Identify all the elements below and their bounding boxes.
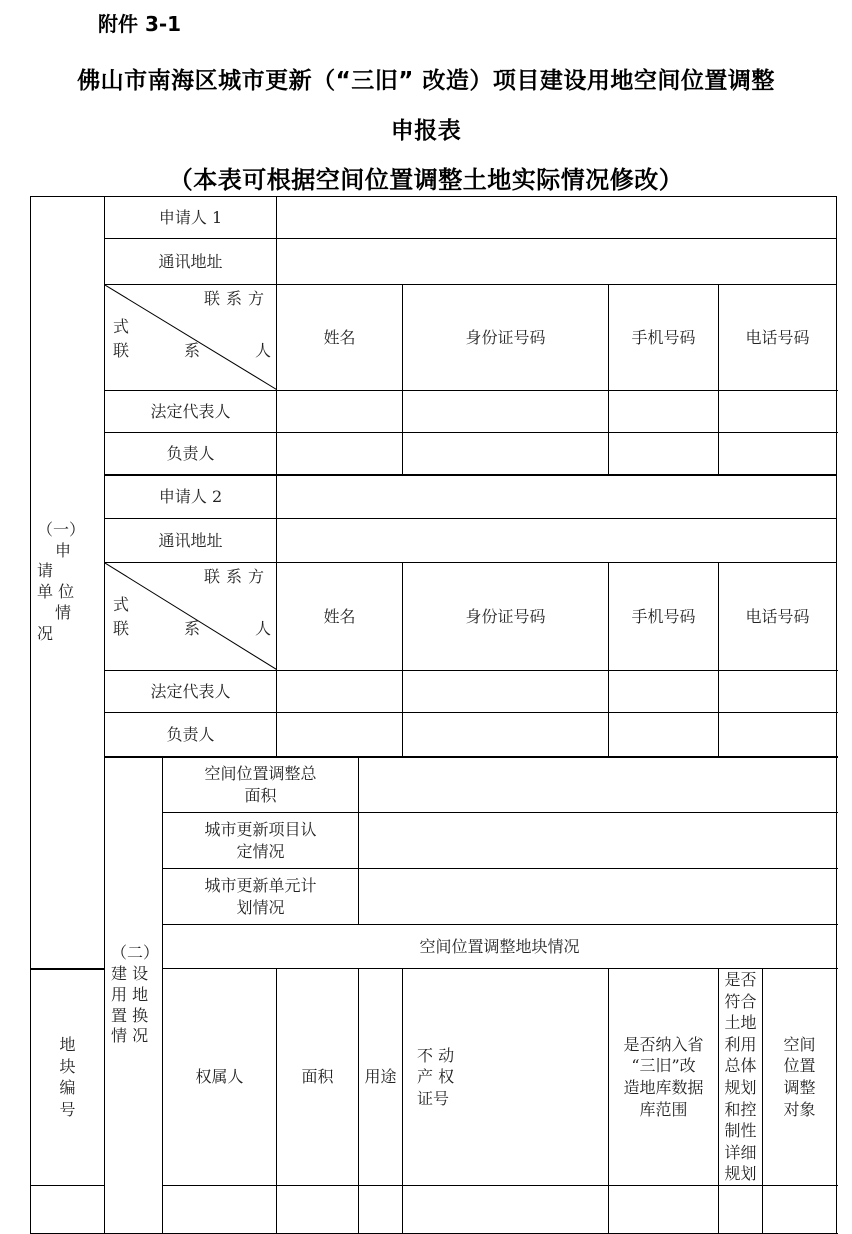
contact-diagonal-header: 联系方 式 联 系 人: [105, 285, 277, 391]
unit-plan-value[interactable]: [359, 869, 837, 925]
responsible-label: 负责人: [105, 433, 277, 475]
col-name: 姓名: [277, 563, 403, 671]
cell[interactable]: [719, 391, 837, 433]
cell[interactable]: [609, 433, 719, 475]
form-subtitle: （本表可根据空间位置调整土地实际情况修改）: [168, 166, 684, 194]
cell[interactable]: [403, 391, 609, 433]
responsible-label: 负责人: [105, 713, 277, 757]
cell[interactable]: [719, 433, 837, 475]
cell[interactable]: [609, 671, 719, 713]
cell[interactable]: [277, 671, 403, 713]
attachment-number: 附件 3-1: [98, 12, 182, 36]
applicant1-value[interactable]: [277, 197, 837, 239]
col-plot-number: 地 块 编 号: [31, 969, 105, 1186]
cell[interactable]: [277, 391, 403, 433]
col-name: 姓名: [277, 285, 403, 391]
cell[interactable]: [163, 1185, 277, 1233]
col-property-cert: 不 动 产 权 证号: [403, 969, 609, 1186]
cell[interactable]: [609, 1185, 719, 1233]
cell[interactable]: [719, 713, 837, 757]
section2-label: （二） 建 设 用 地 置 换 情 况: [105, 757, 163, 1234]
cell[interactable]: [277, 433, 403, 475]
cell[interactable]: [609, 713, 719, 757]
col-mobile: 手机号码: [609, 563, 719, 671]
col-phone: 电话号码: [719, 285, 837, 391]
applicant1-label: 申请人 1: [105, 197, 277, 239]
form-title: 佛山市南海区城市更新（“三旧” 改造）项目建设用地空间位置调整: [77, 68, 775, 94]
col-plan-compliance: 是否符合 土地利用 总体规划 和控制性 详细规划: [719, 969, 763, 1186]
legal-rep-label: 法定代表人: [105, 391, 277, 433]
col-id-number: 身份证号码: [403, 563, 609, 671]
legal-rep-label: 法定代表人: [105, 671, 277, 713]
col-use: 用途: [359, 969, 403, 1186]
total-area-label: 空间位置调整总 面积: [163, 757, 359, 813]
applicant2-value[interactable]: [277, 475, 837, 519]
project-recognition-label: 城市更新项目认 定情况: [163, 813, 359, 869]
application-form-table: [30, 196, 837, 1234]
cell[interactable]: [719, 1185, 763, 1233]
plot-section-header: 空间位置调整地块情况: [163, 925, 837, 969]
address2-value[interactable]: [277, 519, 837, 563]
col-mobile: 手机号码: [609, 285, 719, 391]
section1-label: （一） 申 请 单 位 情 况: [31, 197, 105, 969]
form-title-line2: 申报表: [390, 118, 462, 144]
cell[interactable]: [277, 1185, 359, 1233]
address1-value[interactable]: [277, 239, 837, 285]
cell[interactable]: [277, 713, 403, 757]
col-area: 面积: [277, 969, 359, 1186]
cell[interactable]: [403, 671, 609, 713]
contact-diagonal-header: 联系方 式 联 系 人: [105, 563, 277, 671]
col-id-number: 身份证号码: [403, 285, 609, 391]
col-phone: 电话号码: [719, 563, 837, 671]
cell[interactable]: [359, 1185, 403, 1233]
unit-plan-label: 城市更新单元计 划情况: [163, 869, 359, 925]
cell[interactable]: [763, 1185, 837, 1233]
address1-label: 通讯地址: [105, 239, 277, 285]
project-recognition-value[interactable]: [359, 813, 837, 869]
address2-label: 通讯地址: [105, 519, 277, 563]
col-in-database: 是否纳入省 “三旧”改 造地库数据 库范围: [609, 969, 719, 1186]
applicant2-label: 申请人 2: [105, 475, 277, 519]
cell[interactable]: [403, 433, 609, 475]
total-area-value[interactable]: [359, 757, 837, 813]
col-adjust-target: 空间 位置 调整 对象: [763, 969, 837, 1186]
cell[interactable]: [403, 1185, 609, 1233]
cell[interactable]: [719, 671, 837, 713]
cell[interactable]: [31, 1185, 105, 1233]
col-owner: 权属人: [163, 969, 277, 1186]
cell[interactable]: [609, 391, 719, 433]
cell[interactable]: [403, 713, 609, 757]
